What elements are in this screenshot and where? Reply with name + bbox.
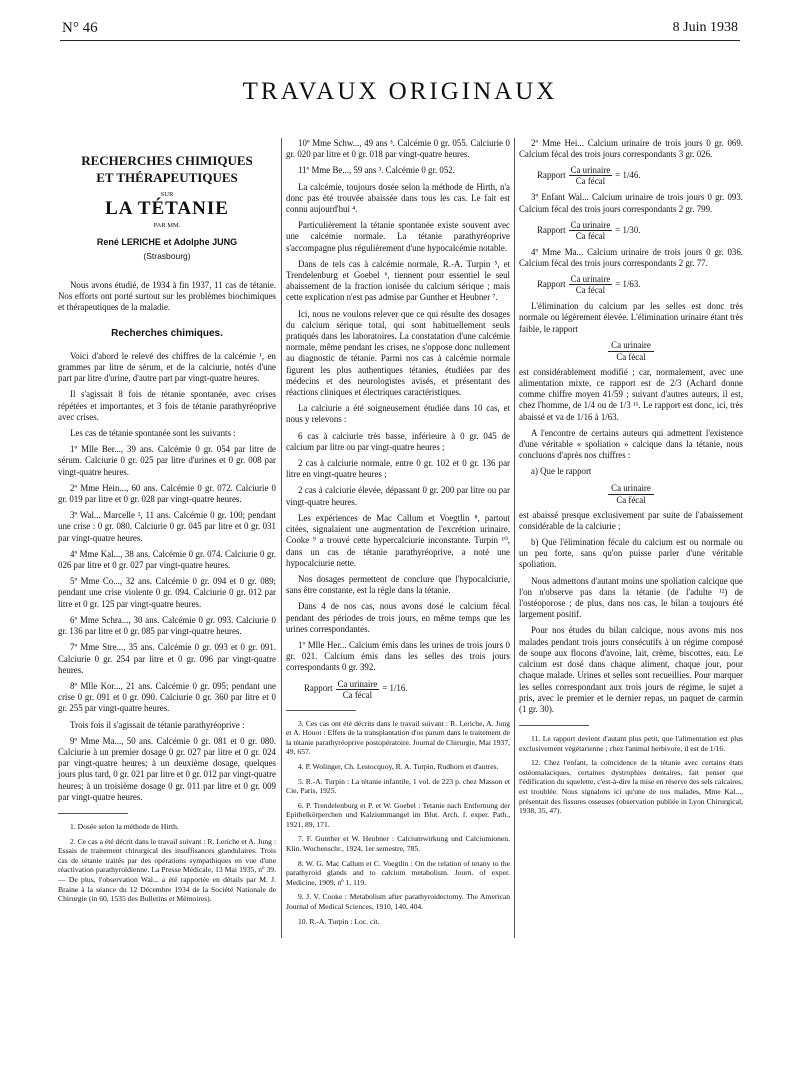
ratio-fraction [336, 679, 380, 700]
ratio-denominator: Ca fécal [575, 230, 606, 241]
column-2 [286, 138, 510, 931]
paragraph: Trois fois il s'agissait de tétanie parathyréoprive : [70, 719, 245, 730]
case-entry: 5º Mme Co..., 32 ans. Calcémie 0 gr. 094 et 0 gr. 089; pendant une crise violente 0 gr. 094. Calciurie 0 gr. 012 par litre et 0 gr. 125 par vingt-quatre heures. [58, 576, 276, 609]
case-entry: 3º Enfant Wal... Calcium urinaire de trois jours 0 gr. 093. Calcium fécal des trois jours correspondants 2 gr. 799. [519, 192, 743, 214]
issue-date: 8 Juin 1938 [672, 20, 738, 35]
column-divider [281, 138, 282, 938]
footnote-separator [286, 710, 356, 711]
column-divider [514, 138, 515, 938]
conclusion-a: a) Que le rapport [531, 466, 592, 477]
ratio-numerator: Ca urinaire [570, 274, 611, 285]
case-entry: 4º Mme Ma... Calcium urinaire de trois jours 0 gr. 036. Calcium fécal des trois jours correspondants 2 gr. 77. [519, 246, 743, 269]
ratio-numerator: Ca urinaire [608, 483, 654, 495]
ratio-formula [537, 220, 743, 241]
article-city: (Strasbourg) [143, 250, 191, 261]
section-title: TRAVAUX ORIGINAUX [242, 78, 558, 105]
ratio-denominator: Ca fécal [575, 285, 606, 296]
case-entry: 7º Mme Stre..., 35 ans. Calcémie 0 gr. 093 et 0 gr. 091. Calciurie 0 gr. 254 par litre et 0 gr. 096 par vingt-quatre heures. [58, 642, 276, 675]
ratio-numerator: Ca urinaire [608, 340, 654, 352]
paragraph: Les cas de tétanie spontanée sont les suivants : [70, 428, 236, 439]
ratio-label: Rapport [537, 170, 566, 181]
footnote: 11. Le rapport devient d'autant plus petit, que l'alimentation est plus exclusivement végétarienne ; chez l'animal herbivore, il est de 1/16. [519, 734, 743, 753]
footnote: 5. R.-A. Turpin : La tétanie infantile, 1 vol. de 223 p. chez Masson et Cie, Paris, 1925. [286, 776, 510, 796]
case-entry: 1º Mlle Her... Calcium émis dans les urines de trois jours 0 gr. 021. Calcium émis dans les selles des trois jours correspondants 0 gr. 392. [286, 639, 510, 673]
case-entry: 11º Mme Be..., 59 ans ³. Calcémie 0 gr. 052. [298, 165, 455, 176]
case-entry: 3º Wal... Marcelle ², 11 ans. Calcémie 0 gr. 100; pendant une crise : 0 gr. 080. Calciurie 0 gr. 045 par litre et 0 gr. 031 par vingt-quatre heures. [58, 510, 276, 543]
article-title-line: ET THÉRAPEUTIQUES [96, 170, 238, 185]
paragraph: Il s'agissait 8 fois de tétanie spontanée, avec crises répétées et importantes, et 3 fois de tétanie parathyréoprive avec crises. [58, 389, 276, 422]
footnote: 3. Ces cas ont été décrits dans le travail suivant : R. Leriche, A. Jung et A. Houot : Effets de la transplantation d'os parum dans le traitement de la tétanie parathyréoprive postopératoire. Journal de Chirurgie, Mai 1937, 49, 657. [286, 718, 511, 757]
ratio-numerator: Ca urinaire [337, 678, 378, 689]
byline-par: PAR MM. [153, 222, 181, 230]
case-entry: 9º Mme Ma..., 50 ans. Calcémie 0 gr. 081 et 0 gr. 080. Calciurie à un premier dosage 0 gr. 027 par litre et 0 gr. 024 par vingt-quatre heures; à un deuxième dosage, quelques jours plus tard, 0 gr. 021 par litre et 0 gr. 012 par vingt-quatre heures; à un troisième dosage 0 gr. 011 par litre et 0 gr. 009 par vingt-quatre heures. [58, 735, 276, 802]
case-entry: 1º Mlle Ber..., 39 ans. Calcémie 0 gr. 054 par litre de sérum. Calciurie 0 gr. 025 par litre d'urines et 0 gr. 008 par vingt-quatre heures. [58, 444, 276, 477]
ratio-value: = 1/63. [615, 279, 641, 290]
paragraph: Ici, nous ne voulons relever que ce qui résulte des dosages du calcium sérique total, qui sont habituellement seuls pratiqués dans les laboratoires. La constatation d'une calcémie normale, même pendant les crises, ne s'oppose donc nullement au diagnostic de tétanie. Parmi nos cas à calcémie normale figurent les plus authentiques tétanies, étudiées par des médecins et des neurologistes avisés, et présentant des réactions cliniques et électriques caractéristiques. [286, 308, 510, 398]
footnote: 10. R.-A. Turpin : Loc. cit. [298, 916, 380, 926]
case-entry: 6º Mme Schra..., 30 ans. Calcémie 0 gr. 093. Calciurie 0 gr. 136 par litre et 0 gr. 085 par vingt-quatre heures. [58, 614, 276, 637]
footnote-separator [58, 813, 128, 814]
footnote: 1. Dosée selon la méthode de Hirth. [70, 821, 179, 831]
article-title [58, 152, 276, 186]
ratio-fraction-centered [519, 340, 743, 363]
column-1 [58, 138, 276, 909]
paragraph: La calciurie a été soigneusement étudiée dans 10 cas, et nous y relevons : [286, 403, 510, 425]
footnote: 4. P. Wolinger, Ch. Lestocquoy, R. A. Turpin, Rudhorn et d'autres. [298, 761, 499, 771]
paragraph: 6 cas à calciurie très basse, inférieure à 0 gr. 045 de calcium par litre ou par vingt-quatre heures ; [286, 430, 510, 452]
ratio-formula [537, 165, 743, 186]
paragraph: A l'encontre de certains auteurs qui admettent l'existence d'une véritable « spoliation » calcique dans la tétanie, nous concluons d'après nos chiffres : [519, 427, 743, 461]
issue-number: N° 46 [62, 20, 98, 36]
footnote: 2. Ce cas a été décrit dans le travail suivant : R. Leriche et A. Jung : Essais de traitement chirurgical des insuffisances glandulaires. Trois cas de tétanie traités par des opérations sympathiques en vue d'une réactivation parathyroïdienne. La Presse Médicale, 13 Mai 1935, nº 39. — De plus, l'observation Wal... a été rapportée en détails par M. J. Braine à la séance du 12 Décembre 1934 de la Société Nationale de Chirurgie (in 60, 1535 des Bulletins et Mémoires). [58, 836, 276, 904]
header-rule [60, 40, 740, 41]
article-title-line: RECHERCHES CHIMIQUES [81, 153, 253, 168]
paragraph: Voici d'abord le relevé des chiffres de la calcémie ¹, en grammes par litre de sérum, et de la calciurie, notés d'une part par litre d'urine, d'autre part par vingt-quatre heures. [58, 350, 276, 384]
case-entry: 4º Mme Kal..., 38 ans. Calcémie 0 gr. 074. Calciurie 0 gr. 026 par litre et 0 gr. 027 par vingt-quatre heures. [58, 548, 276, 571]
intro-paragraph: Nous avons étudié, de 1934 à fin 1937, 11 cas de tétanie. Nos efforts ont porté surtout sur les problèmes biochimiques et thérapeutiques de la maladie. [58, 280, 276, 313]
ratio-numerator: Ca urinaire [570, 219, 611, 230]
article-authors: René LERICHE et Adolphe JUNG [96, 236, 238, 247]
paragraph: Pour nos études du bilan calcique, nous avons mis nos malades pendant trois jours consécutifs à un régime composé de soupe aux flocons d'avoine, lait, crème, biscottes, eau. Le calcium est dosé dans chaque aliment, chaque jour, pour chaque malade. Urines et selles sont recueillies. Pour marquer les selles correspondant aux trois jours de régime, le sujet a pris, avec le premier et le dernier repas, un paquet de carmin (1 gr. 30). [519, 625, 743, 714]
column-3 [519, 138, 743, 821]
case-entry: 2º Mme Hei... Calcium urinaire de trois jours 0 gr. 069. Calcium fécal des trois jours correspondants 3 gr. 026. [519, 138, 743, 160]
ratio-formula [537, 274, 743, 295]
article-subject: LA TÉTANIE [105, 198, 229, 220]
paragraph: 2 cas à calciurie élevée, dépassant 0 gr. 200 par litre ou par vingt-quatre heures. [286, 485, 510, 507]
ratio-value: = 1/30. [615, 224, 641, 235]
paragraph: Dans de tels cas à calcémie normale, R.-A. Turpin ⁵, et Trendelenburg et Goebel ⁶, tiennent pour essentiel le seul abaissement de la fraction ionisée du calcium sérique ; mais cette explication n'est pas admise par Gunther et Heubner ⁷. [286, 258, 510, 303]
paragraph: est abaissé presque exclusivement par suite de l'abaissement considérable de la calciurie ; [519, 509, 743, 531]
paragraph: Particulièrement la tétanie spontanée existe souvent avec une calcémie normale. La tétanie parathyréoprive s'accompagne plus régulièrement d'une hypocalcémie notable. [286, 220, 510, 253]
footnote: 7. F. Gunther et W. Heubner : Calciumwirkung und Calciumionen. Klin. Wochenschr., 1924, 1er semestre, 785. [286, 834, 510, 854]
paragraph: est considérablement modifié ; car, normalement, avec une alimentation mixte, ce rapport est de 2/3 (Achard donne comme chiffre moyen 41/59 ; suivant d'autres auteurs, il est, chez l'homme, de 1/4 ou de 1/3 ¹¹. Le rapport est donc, ici, très abaissé et va de 1/16 à 1/63. [519, 366, 743, 422]
case-entry: 8º Mlle Kor..., 21 ans. Calcémie 0 gr. 095; pendant une crise 0 gr. 091 et 0 gr. 090. Calciurie 0 gr. 360 par litre et 0 gr. 255 par vingt-quatre heures. [58, 680, 276, 714]
paragraph: Dans 4 de nos cas, nous avons dosé le calcium fécal pendant des périodes de trois jours, en même temps que les urines correspondantes. [286, 601, 510, 634]
paragraph: Nos dosages permettent de conclure que l'hypocalciurie, sans être constante, est la règle dans la tétanie. [286, 573, 510, 596]
ratio-denominator: Ca fécal [342, 689, 373, 700]
footnote: 9. J. V. Cooke : Metabolism after parathyroidectomy. The American Journal of Medical Sciences, 1910, 140, 404. [286, 892, 510, 912]
paragraph: Les expériences de Mac Callum et Voegtlin ⁸, partout citées, signalaient une augmentation de l'excrétion urinaire. Cooke ⁹ a trouvé cette hypercalciurie inconstante. Turpin ¹⁰, dans un cas de tétanie parathyréoprive, a noté une hypocalciurie nette. [286, 512, 510, 568]
conclusion-b: b) Que l'élimination fécale du calcium est ou normale ou un peu forte, sans qu'on puisse parler d'une véritable spoliation. [519, 537, 743, 570]
case-entry: 10º Mme Schw..., 49 ans ³. Calcémie 0 gr. 055. Calciurie 0 gr. 020 par litre et 0 gr. 018 par vingt-quatre heures. [286, 138, 510, 160]
ratio-formula [304, 679, 510, 700]
ratio-fraction-centered [519, 483, 743, 506]
ratio-label: Rapport [537, 279, 566, 290]
paragraph: 2 cas à calciurie normale, entre 0 gr. 102 et 0 gr. 136 par litre en vingt-quatre heures ; [286, 458, 510, 480]
title-sur: SUR [160, 191, 174, 198]
footnote: 6. P. Trendelenburg et P. et W. Goebel : Tetanie nach Entfernung der Epithelkörperchen und Kalziummangel im Blut. Arch. f. exper. Path., 1921, 89, 171. [286, 800, 510, 829]
ratio-denominator: Ca fécal [575, 176, 606, 187]
ratio-fraction [569, 274, 613, 295]
footnote-separator [519, 725, 589, 726]
section-heading: Recherches chimiques. [111, 327, 223, 339]
ratio-value: = 1/16. [382, 683, 408, 694]
ratio-label: Rapport [304, 683, 333, 694]
footnote: 12. Chez l'enfant, la coïncidence de la tétanie avec certains états ostéomalaciques, certaines dystrophies dentaires, fait penser que l'édification du squelette, c'est-à-dire la mise en réserve des sels calcaires, est troublée. Nous signalons ici qu'une de nos malades, Mme Kal..., présentait des fissures osseuses (observation publiée in Lyon Chirurgical, 1938, 35, 47). [519, 758, 743, 816]
footnote: 8. W. G. Mac Callum et C. Voegtlin : On the relation of tetany to the parathyroid glands and to calcium metabolism. Journ. of exper. Medicine, 1909, nº 1, 119. [286, 858, 510, 887]
paragraph: Nous admettons d'autant moins une spoliation calcique que l'on n'observe pas dans la tétanie (de l'adulte ¹²) de l'ostéoporose ; de plus, dans nos cas, le bilan a toujours été largement positif. [519, 575, 743, 620]
ratio-denominator: Ca fécal [616, 351, 646, 362]
ratio-denominator: Ca fécal [616, 494, 646, 505]
case-entry: 2º Mme Hein..., 60 ans. Calcémie 0 gr. 072. Calciurie 0 gr. 019 par litre et 0 gr. 028 par vingt-quatre heures. [58, 482, 276, 505]
ratio-label: Rapport [537, 224, 566, 235]
ratio-numerator: Ca urinaire [570, 165, 611, 176]
ratio-fraction [569, 220, 613, 241]
paragraph: L'élimination du calcium par les selles est donc très normale ou légèrement élevée. L'élimination urinaire étant très faible, le rapport [519, 301, 743, 334]
paragraph: La calcémie, toujours dosée selon la méthode de Hirth, n'a donc pas été trouvée abaissée dans tous les cas. Le fait est connu aujourd'hui ⁴. [286, 181, 510, 215]
ratio-fraction [569, 165, 613, 186]
ratio-value: = 1/46. [615, 170, 641, 181]
